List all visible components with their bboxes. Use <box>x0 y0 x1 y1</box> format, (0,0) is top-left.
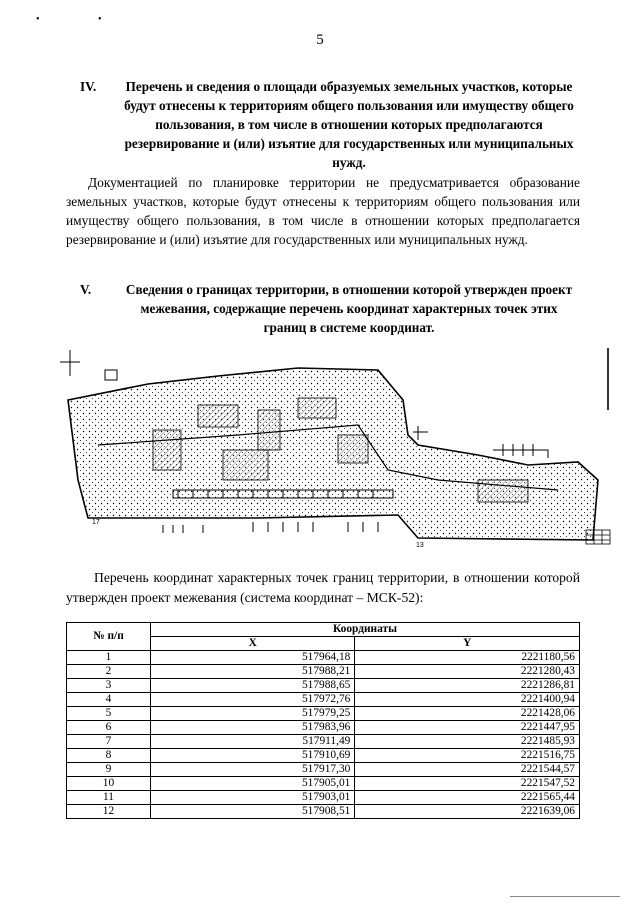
table-row <box>67 749 580 763</box>
cell-number: 11 <box>67 791 151 805</box>
map-symbol-square <box>105 370 117 380</box>
coordinates-table <box>66 622 580 819</box>
cell-y: 2221485,93 <box>355 735 580 749</box>
cell-x: 517905,01 <box>151 777 355 791</box>
table-row <box>67 805 580 819</box>
cell-y: 2221447,95 <box>355 721 580 735</box>
territory-boundary <box>68 368 598 540</box>
cell-y: 2221180,56 <box>355 651 580 665</box>
section-5-number: V. <box>80 282 92 297</box>
table-row <box>67 777 580 791</box>
cell-y: 2221428,06 <box>355 707 580 721</box>
column-header-coordinates: Координаты <box>151 623 580 637</box>
scan-dots: • • <box>36 14 130 25</box>
page-number: 5 <box>316 32 324 48</box>
map-point-label: 13 <box>416 542 424 549</box>
boundary-map <box>58 340 618 550</box>
section-4-heading <box>80 77 580 172</box>
cell-y: 2221516,75 <box>355 749 580 763</box>
cell-x: 517972,76 <box>151 693 355 707</box>
cell-x: 517983,96 <box>151 721 355 735</box>
section-4-body: Документацией по планировке территории не предусматривается образование земельных участков, которые будут отнесены к территориям общего пользования или имуществу общего пользования, в том числе в отношении которых предполагается резервирование и (или) изъятие для государственных или муниципальных нужд. <box>66 175 580 247</box>
section-4-number: IV. <box>80 79 97 94</box>
cell-number: 2 <box>67 665 151 679</box>
cell-number: 9 <box>67 763 151 777</box>
column-header-number: № п/п <box>67 623 151 651</box>
cell-x: 517908,51 <box>151 805 355 819</box>
cell-x: 517910,69 <box>151 749 355 763</box>
cell-y: 2221565,44 <box>355 791 580 805</box>
cell-x: 517911,49 <box>151 735 355 749</box>
table-row <box>67 791 580 805</box>
section-5-heading <box>80 280 580 337</box>
cell-number: 6 <box>67 721 151 735</box>
cell-number: 5 <box>67 707 151 721</box>
table-row <box>67 665 580 679</box>
section-5-intro: Перечень координат характерных точек границ территории, в отношении которой утвержден проект межевания (система координат – МСК-52): <box>66 570 580 605</box>
table-row <box>67 735 580 749</box>
cell-number: 4 <box>67 693 151 707</box>
cell-x: 517988,65 <box>151 679 355 693</box>
cell-x: 517964,18 <box>151 651 355 665</box>
cell-number: 8 <box>67 749 151 763</box>
cell-number: 1 <box>67 651 151 665</box>
cell-x: 517917,30 <box>151 763 355 777</box>
table-row <box>67 763 580 777</box>
cell-number: 7 <box>67 735 151 749</box>
table-row <box>67 651 580 665</box>
table-row <box>67 707 580 721</box>
column-header-y: Y <box>355 637 580 651</box>
cell-y: 2221544,57 <box>355 763 580 777</box>
cell-number: 3 <box>67 679 151 693</box>
lower-dashes <box>163 522 378 533</box>
cell-y: 2221639,06 <box>355 805 580 819</box>
table-row <box>67 721 580 735</box>
column-header-x: X <box>151 637 355 651</box>
footer-line <box>510 896 620 897</box>
table-row <box>67 679 580 693</box>
cell-number: 12 <box>67 805 151 819</box>
cell-y: 2221400,94 <box>355 693 580 707</box>
cell-x: 517903,01 <box>151 791 355 805</box>
cell-y: 2221286,81 <box>355 679 580 693</box>
section-5-title: Сведения о границах территории, в отношении которой утвержден проект межевания, содержащие перечень координат характерных точек этих границ в системе координат. <box>125 282 573 335</box>
map-point-label: 17 <box>92 519 100 526</box>
table-row <box>67 693 580 707</box>
cell-x: 517979,25 <box>151 707 355 721</box>
cell-y: 2221280,43 <box>355 665 580 679</box>
north-crosshair <box>60 350 80 376</box>
cell-y: 2221547,52 <box>355 777 580 791</box>
section-4-title: Перечень и сведения о площади образуемых земельных участков, которые будут отнесены к территориям общего пользования или имуществу общего пользования, в том числе в отношении которых предполагаются резервирование и (или) изъятие для государственных или муниципальных нужд. <box>124 79 574 170</box>
cell-number: 10 <box>67 777 151 791</box>
cell-x: 517988,21 <box>151 665 355 679</box>
